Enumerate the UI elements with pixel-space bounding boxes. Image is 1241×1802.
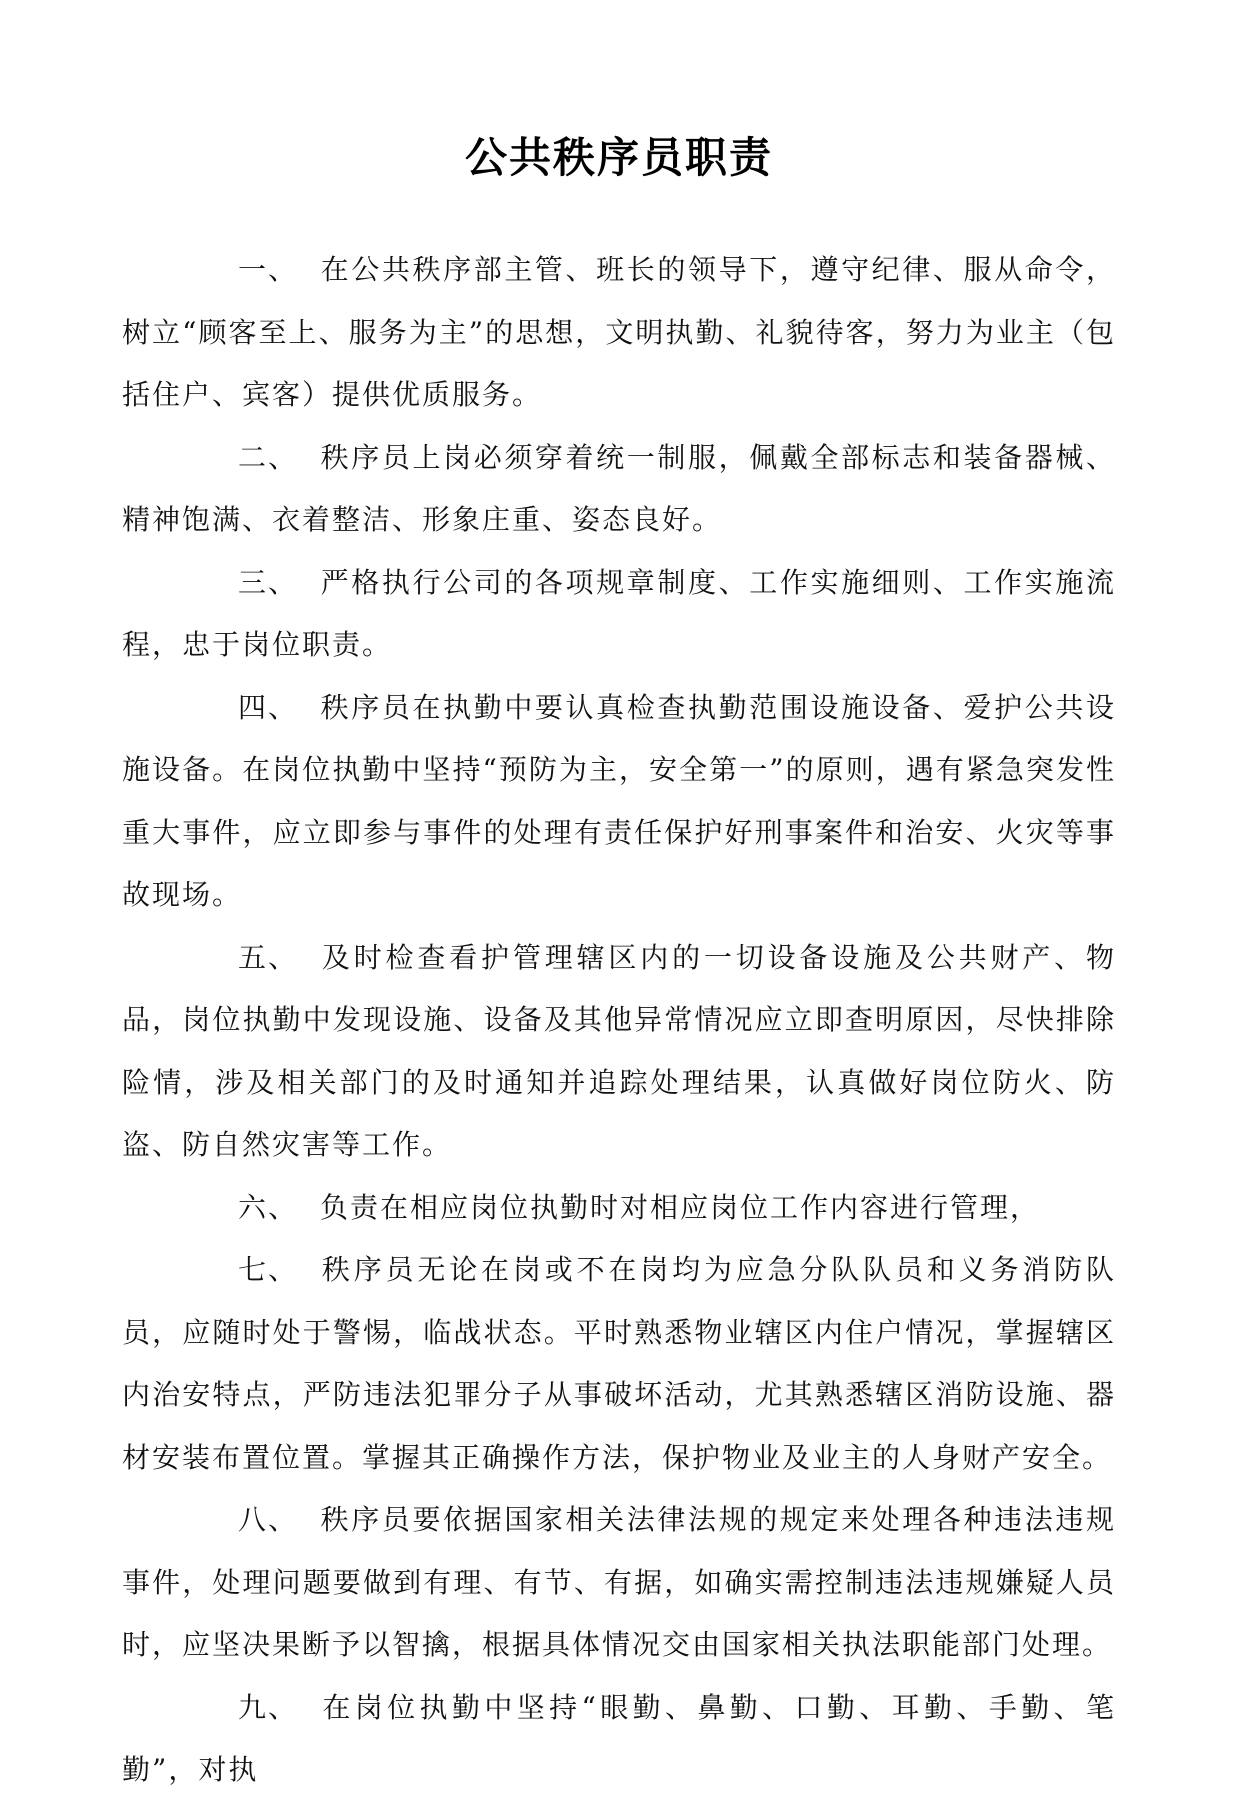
paragraph-text: 秩序员在执勤中要认真检查执勤范围设施设备、爱护公共设施设备。在岗位执勤中坚持“预防为主，安全第一”的原则，遇有紧急突发性重大事件，应立即参与事件的处理有责任保护好刑事案件和治安、火灾等事故现场。	[122, 690, 1116, 911]
document-body	[122, 239, 1116, 1802]
paragraph-8	[122, 1489, 1116, 1677]
paragraph-text: 秩序员无论在岗或不在岗均为应急分队队员和义务消防队员，应随时处于警惕，临战状态。平时熟悉物业辖区内住户情况，掌握辖区内治安特点，严防违法犯罪分子从事破坏活动，尤其熟悉辖区消防设施、器材安装布置位置。掌握其正确操作方法，保护物业及业主的人身财产安全。	[122, 1253, 1116, 1474]
paragraph-text: 秩序员要依据国家相关法律法规的规定来处理各种违法违规事件，处理问题要做到有理、有节、有据，如确实需控制违法违规嫌疑人员时，应坚决果断予以智擒，根据具体情况交由国家相关执法职能部门处理。	[122, 1503, 1116, 1661]
paragraph-number: 七、	[238, 1253, 299, 1286]
paragraph-1	[122, 239, 1116, 427]
paragraph-number: 二、	[238, 440, 299, 474]
paragraph-number: 五、	[238, 940, 299, 974]
paragraph-3	[122, 552, 1116, 677]
paragraph-text: 在公共秩序部主管、班长的领导下，遵守纪律、服从命令，树立“顾客至上、服务为主”的思想，文明执勤、礼貌待客，努力为业主（包括住户、宾客）提供优质服务。	[122, 253, 1116, 411]
paragraph-number: 一、	[238, 253, 299, 286]
paragraph-number: 六、	[238, 1190, 299, 1224]
paragraph-text: 负责在相应岗位执勤时对相应岗位工作内容进行管理，	[320, 1190, 1041, 1224]
paragraph-number: 八、	[238, 1503, 299, 1536]
paragraph-text: 严格执行公司的各项规章制度、工作实施细则、工作实施流程，忠于岗位职责。	[122, 565, 1116, 661]
paragraph-text: 秩序员上岗必须穿着统一制服，佩戴全部标志和装备器械、精神饱满、衣着整洁、形象庄重、姿态良好。	[122, 440, 1116, 536]
document-title: 公共秩序员职责	[464, 133, 773, 182]
paragraph-2	[122, 427, 1116, 552]
paragraph-text: 在岗位执勤中坚持“眼勤、鼻勤、口勤、耳勤、手勤、笔勤”，对执	[122, 1690, 1116, 1786]
paragraph-9	[122, 1677, 1116, 1802]
paragraph-number: 四、	[238, 690, 299, 724]
paragraph-7	[122, 1239, 1116, 1489]
paragraph-5	[122, 927, 1116, 1177]
paragraph-6	[122, 1177, 1116, 1240]
paragraph-number: 三、	[238, 565, 299, 599]
paragraph-number: 九、	[238, 1690, 299, 1724]
paragraph-4	[122, 677, 1116, 927]
paragraph-text: 及时检查看护管理辖区内的一切设备设施及公共财产、物品，岗位执勤中发现设施、设备及其他异常情况应立即查明原因，尽快排除险情，涉及相关部门的及时通知并追踪处理结果，认真做好岗位防火、防盗、防自然灾害等工作。	[122, 940, 1116, 1161]
